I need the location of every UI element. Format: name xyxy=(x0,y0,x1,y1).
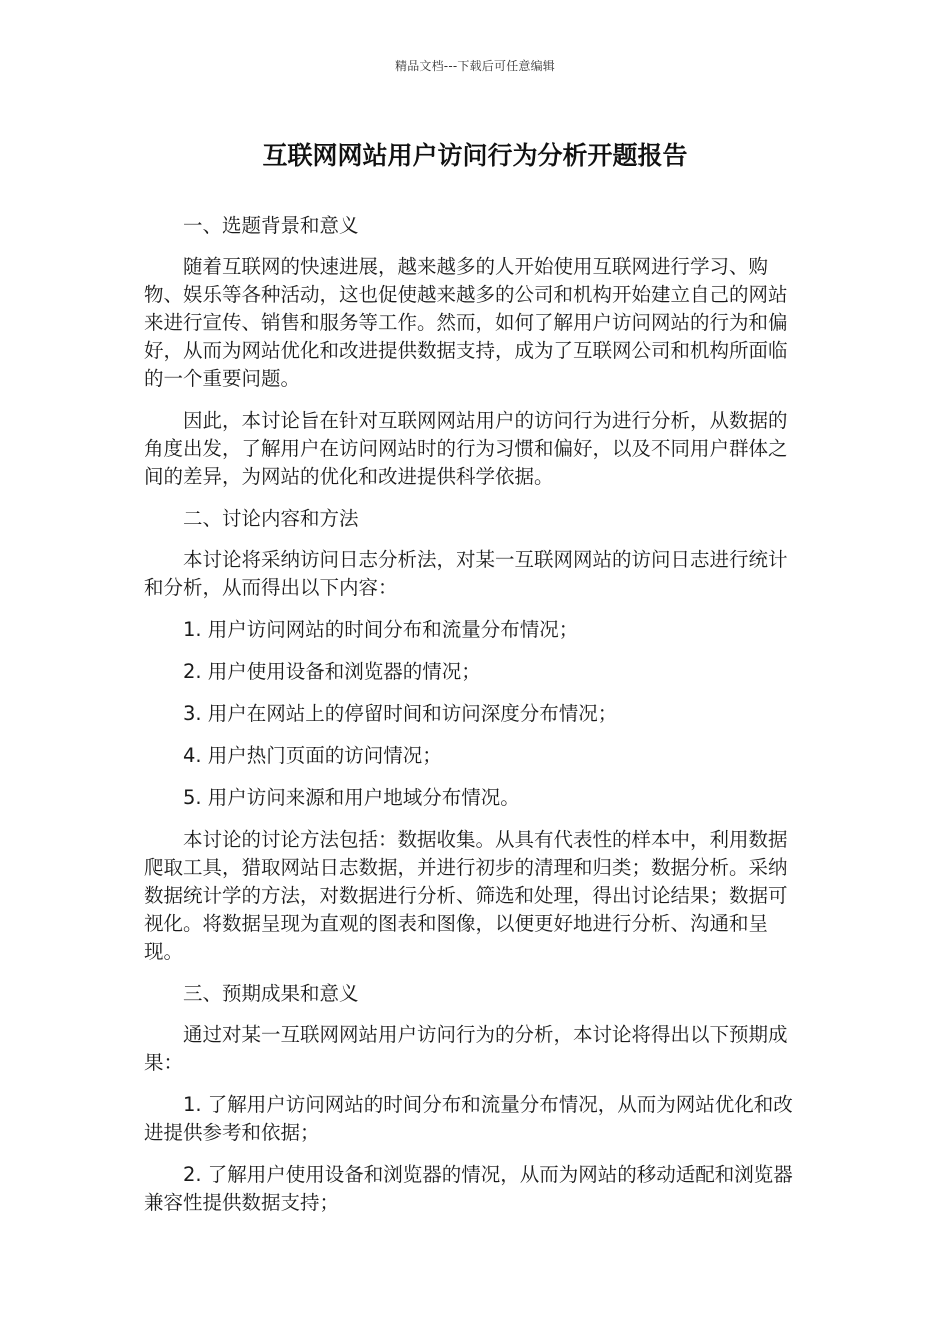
list-item: 2. 了解用户使用设备和浏览器的情况，从而为网站的移动适配和浏览器兼容性提供数据支持； xyxy=(144,1163,793,1214)
paragraph: 因此，本讨论旨在针对互联网网站用户的访问行为进行分析，从数据的角度出发，了解用户在访问网站时的行为习惯和偏好，以及不同用户群体之间的差异，为网站的优化和改进提供科学依据。 xyxy=(144,409,788,488)
paragraph: 通过对某一互联网网站用户访问行为的分析，本讨论将得出以下预期成果： xyxy=(144,1023,788,1074)
paragraph: 随着互联网的快速进展，越来越多的人开始使用互联网进行学习、购物、娱乐等各种活动，这也促使越来越多的公司和机构开始建立自己的网站来进行宣传、销售和服务等工作。然而，如何了解用户访问网站的行为和偏好，从而为网站优化和改进提供数据支持，成为了互联网公司和机构所面临的一个重要问题。 xyxy=(144,255,788,390)
section-heading-background: 一、选题背景和意义 xyxy=(183,214,359,237)
section-heading-expected-results: 三、预期成果和意义 xyxy=(183,982,359,1005)
list-item: 3. 用户在网站上的停留时间和访问深度分布情况； xyxy=(183,702,618,725)
paragraph: 本讨论将采纳访问日志分析法，对某一互联网网站的访问日志进行统计和分析，从而得出以下内容： xyxy=(144,548,788,599)
list-item: 2. 用户使用设备和浏览器的情况； xyxy=(183,660,481,683)
list-item: 1. 了解用户访问网站的时间分布和流量分布情况，从而为网站优化和改进提供参考和依据； xyxy=(144,1093,793,1144)
list-item: 5. 用户访问来源和用户地域分布情况。 xyxy=(183,786,520,809)
list-item: 1. 用户访问网站的时间分布和流量分布情况； xyxy=(183,618,579,641)
document-title: 互联网网站用户访问行为分析开题报告 xyxy=(262,141,688,170)
list-item: 4. 用户热门页面的访问情况； xyxy=(183,744,442,767)
header-note: 精品文档---下载后可任意编辑 xyxy=(395,59,555,73)
paragraph: 本讨论的讨论方法包括：数据收集。从具有代表性的样本中，利用数据爬取工具，猎取网站日志数据，并进行初步的清理和归类；数据分析。采纳数据统计学的方法，对数据进行分析、筛选和处理，得出讨论结果；数据可视化。将数据呈现为直观的图表和图像，以便更好地进行分析、沟通和呈现。 xyxy=(144,828,788,963)
section-heading-content-method: 二、讨论内容和方法 xyxy=(183,507,359,530)
document-body xyxy=(144,212,800,1231)
